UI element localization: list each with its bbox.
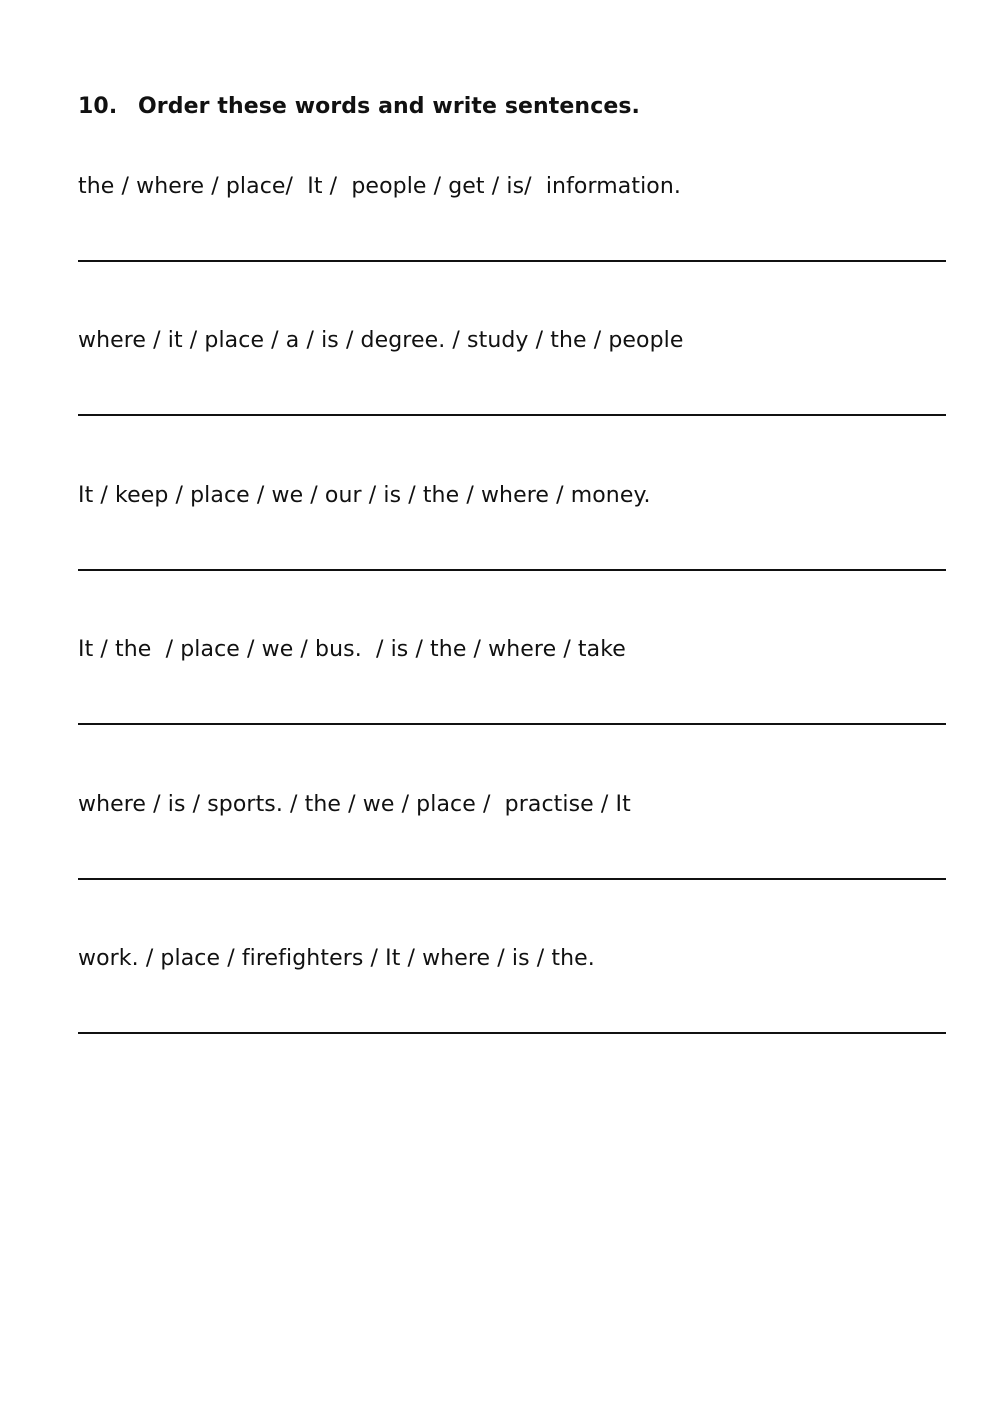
scrambled-words-3: It / keep / place / we / our / is / the / where / money. <box>78 483 651 508</box>
scrambled-words-5: where / is / sports. / the / we / place / practise / It <box>78 792 631 817</box>
answer-line-4[interactable] <box>78 723 946 725</box>
scrambled-words-6: work. / place / firefighters / It / where / is / the. <box>78 946 595 971</box>
instruction-text: Order these words and write sentences. <box>138 94 641 119</box>
exercise-item-3 <box>78 483 946 603</box>
question-number: 10. <box>78 94 118 119</box>
answer-line-5[interactable] <box>78 878 946 880</box>
scrambled-words-4: It / the / place / we / bus. / is / the / where / take <box>78 637 626 662</box>
scrambled-words-1: the / where / place/ It / people / get / is/ information. <box>78 174 681 199</box>
exercise-heading <box>78 94 640 119</box>
exercise-item-4 <box>78 637 946 757</box>
exercise-item-6 <box>78 946 946 1066</box>
exercise-item-1 <box>78 174 946 294</box>
exercise-item-2 <box>78 328 946 448</box>
exercise-item-5 <box>78 792 946 912</box>
answer-line-1[interactable] <box>78 260 946 262</box>
answer-line-6[interactable] <box>78 1032 946 1034</box>
scrambled-words-2: where / it / place / a / is / degree. / study / the / people <box>78 328 684 353</box>
answer-line-2[interactable] <box>78 414 946 416</box>
answer-line-3[interactable] <box>78 569 946 571</box>
